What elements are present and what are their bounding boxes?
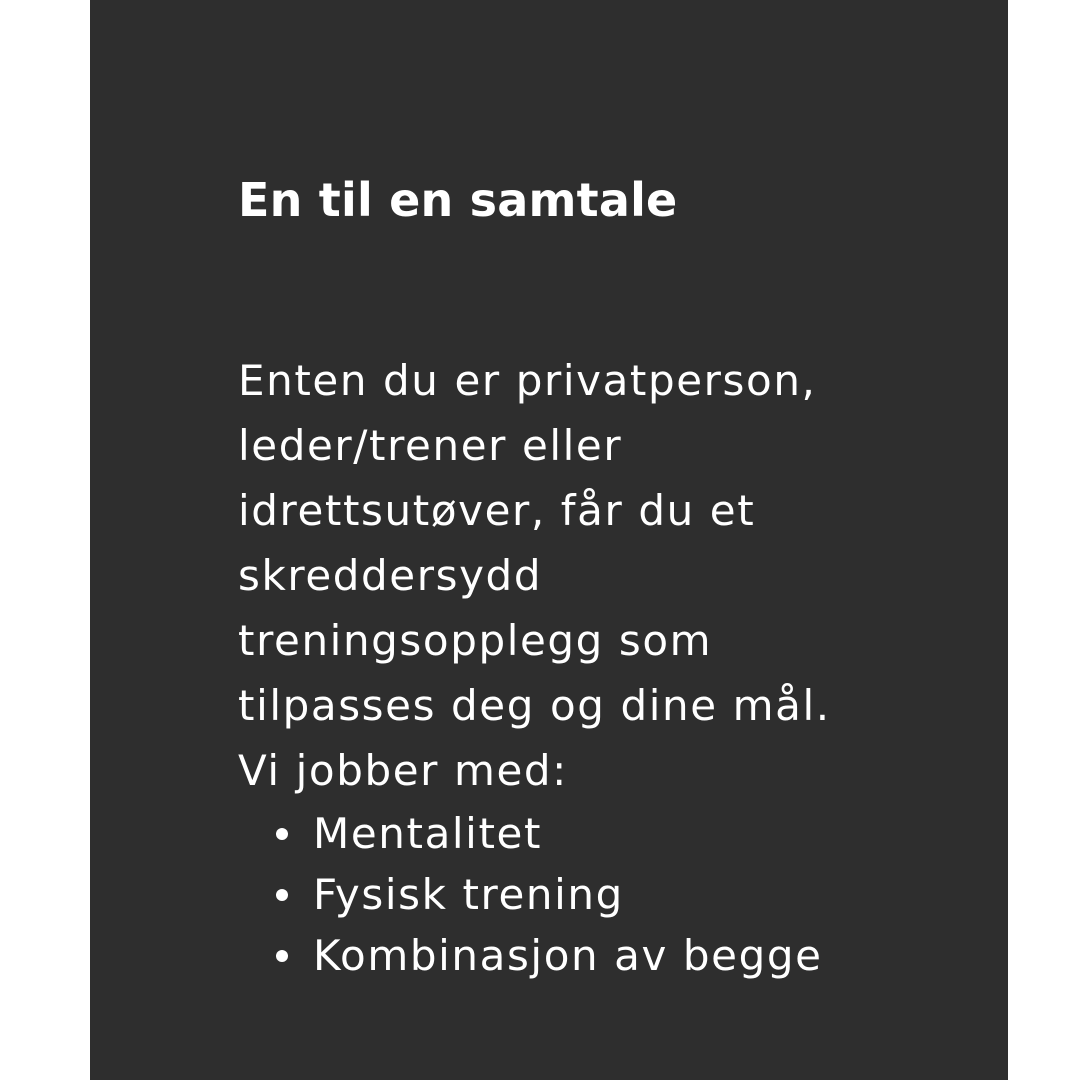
paragraph-line: Vi jobber med: bbox=[238, 746, 568, 795]
list-item-label: Kombinasjon av begge bbox=[313, 931, 823, 980]
list-item bbox=[238, 803, 878, 864]
content-card bbox=[90, 0, 1008, 1080]
paragraph-line: skreddersydd bbox=[238, 551, 543, 600]
bullet-icon bbox=[276, 950, 288, 962]
list-item bbox=[238, 925, 878, 986]
bullet-icon bbox=[276, 889, 288, 901]
card-title: En til en samtale bbox=[238, 173, 678, 227]
paragraph-line: tilpasses deg og dine mål. bbox=[238, 681, 831, 730]
paragraph-line: leder/trener eller bbox=[238, 421, 623, 470]
paragraph-line: Enten du er privatperson, bbox=[238, 356, 817, 405]
list-item-label: Mentalitet bbox=[313, 809, 543, 858]
paragraph-line: treningsopplegg som bbox=[238, 616, 713, 665]
paragraph-line: idrettsutøver, får du et bbox=[238, 486, 756, 535]
list-item bbox=[238, 864, 878, 925]
card-paragraph bbox=[238, 348, 878, 986]
card-content bbox=[238, 168, 878, 986]
bullet-icon bbox=[276, 828, 288, 840]
topics-list bbox=[238, 803, 878, 986]
list-item-label: Fysisk trening bbox=[313, 870, 624, 919]
